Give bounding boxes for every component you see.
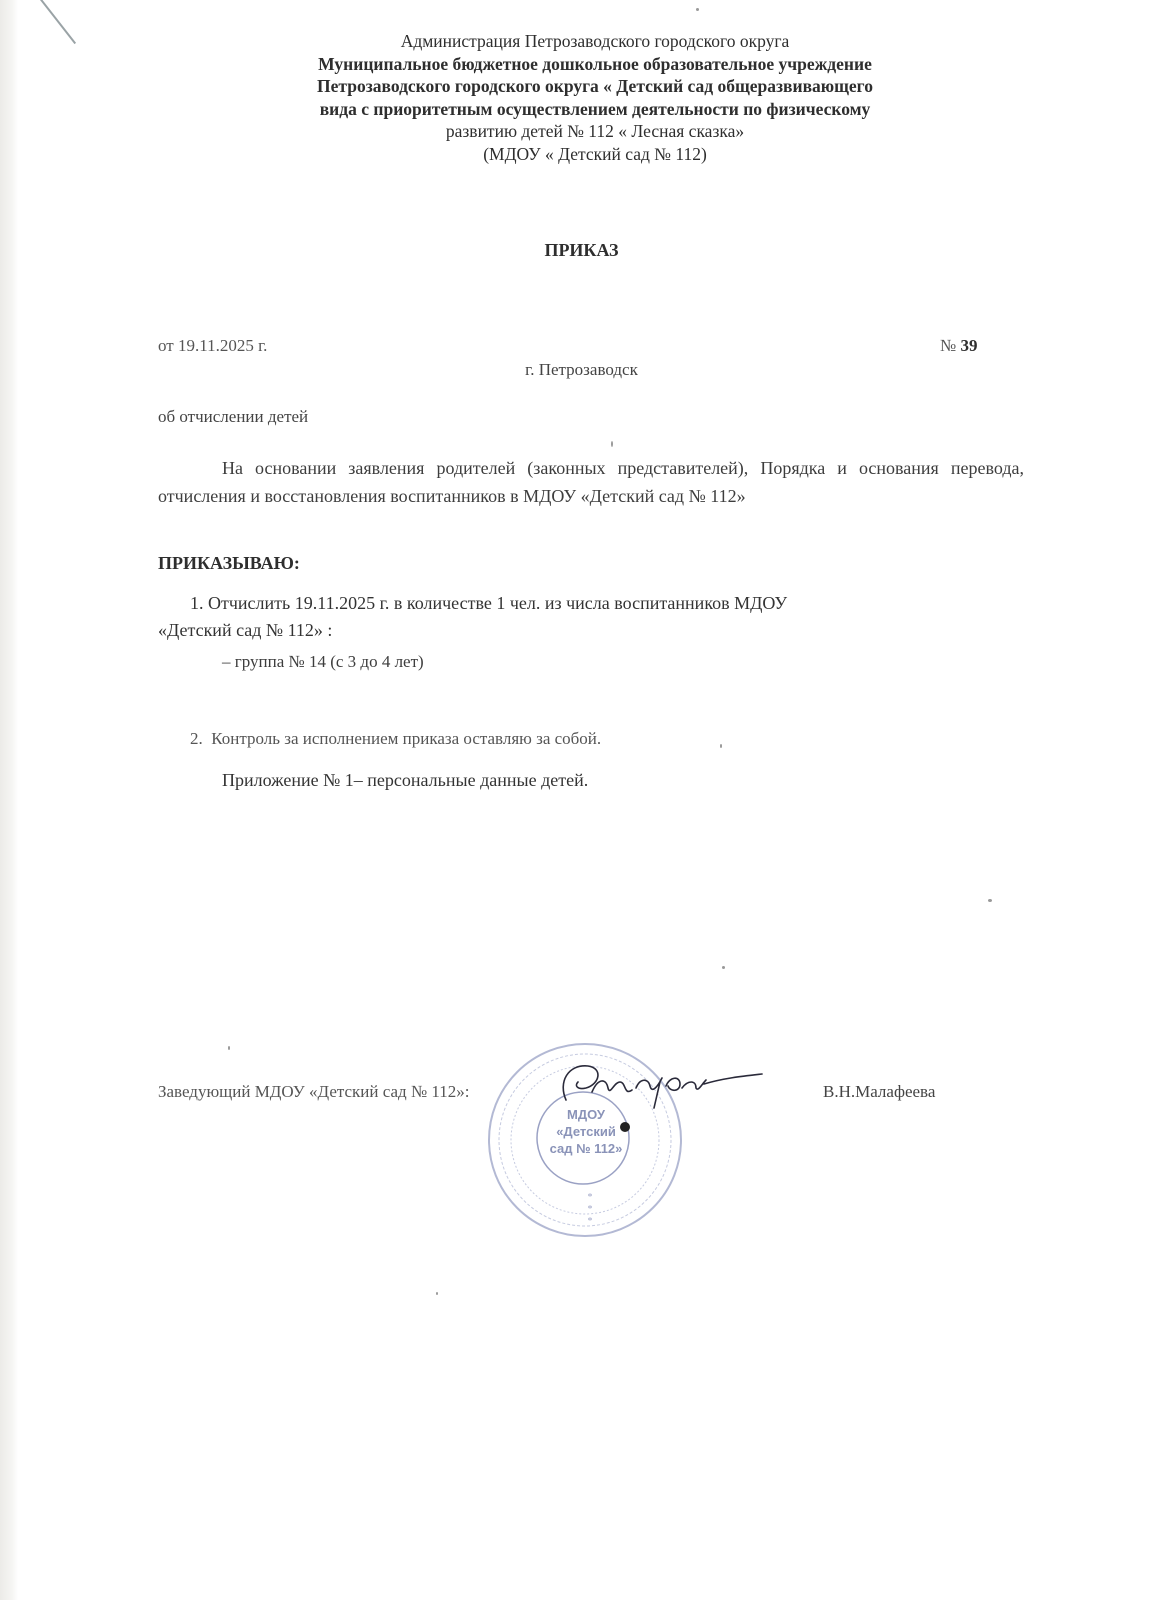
- order-item-2-number: 2.: [190, 729, 203, 748]
- scan-speck: [436, 1292, 438, 1295]
- stamp-line-3: сад № 112»: [549, 1141, 623, 1156]
- order-item-1-group: – группа № 14 (с 3 до 4 лет): [222, 652, 424, 671]
- header-administration: Администрация Петрозаводского городского округа: [400, 31, 790, 51]
- order-subject: об отчислении детей: [158, 407, 309, 426]
- document-title: ПРИКАЗ: [544, 240, 619, 260]
- svg-text:*: *: [587, 1192, 593, 1203]
- stamp-line-2: «Детский: [556, 1124, 616, 1139]
- header-institution-line1: Муниципальное бюджетное дошкольное образовательное учреждение: [318, 53, 872, 74]
- header-institution-line2: Петрозаводского городского округа « Детский сад общеразвивающего: [317, 76, 873, 96]
- order-basis-paragraph: На основании заявления родителей (законных представителей), Порядка и основания перевода, отчисления и восстановления воспитанников в МДОУ «Детский сад № 112»: [158, 458, 1024, 506]
- order-item-2: [190, 729, 601, 749]
- header-institution-line3: вида с приоритетным осуществлением деятельности по физическому: [319, 98, 871, 119]
- order-item-1-number: 1.: [190, 593, 204, 613]
- order-item-1: [158, 590, 1024, 644]
- scan-speck: [228, 1046, 230, 1050]
- scan-artifact-line: [40, 0, 76, 44]
- svg-text:*: *: [587, 1216, 593, 1227]
- appendix-note: Приложение № 1– персональные данные детей.: [222, 770, 589, 790]
- document-header: [200, 30, 990, 165]
- scan-speck: [696, 8, 699, 11]
- svg-text:*: *: [587, 1204, 593, 1215]
- order-directive-heading: ПРИКАЗЫВАЮ:: [158, 553, 300, 573]
- stamp-line-1: МДОУ: [567, 1107, 605, 1122]
- stamp-inner-text: [545, 1106, 627, 1157]
- order-number-prefix: №: [940, 336, 957, 355]
- order-city: г. Петрозаводск: [525, 360, 638, 379]
- header-institution-line4: развитию детей № 112 « Лесная сказка»: [445, 121, 745, 141]
- scan-speck: [988, 899, 992, 902]
- order-item-2-text: Контроль за исполнением приказа оставляю за собой.: [211, 729, 602, 748]
- order-item-1-line-a: [158, 590, 1024, 617]
- order-date: от 19.11.2025 г.: [158, 336, 268, 355]
- order-item-1-text: Отчислить 19.11.2025 г. в количестве 1 чел. из числа воспитанников МДОУ: [208, 593, 788, 613]
- signatory-name: В.Н.Малафеева: [823, 1082, 936, 1101]
- header-short-name: (МДОУ « Детский сад № 112): [483, 143, 707, 164]
- signatory-role: Заведующий МДОУ «Детский сад № 112»:: [158, 1082, 470, 1101]
- scan-speck: [720, 744, 722, 748]
- order-number: [940, 336, 977, 356]
- scan-speck: [611, 441, 613, 447]
- handwritten-signature-icon: [548, 1052, 768, 1112]
- order-number-value: 39: [960, 336, 978, 355]
- order-item-1-line-b: «Детский сад № 112» :: [158, 620, 333, 640]
- scan-speck: [722, 966, 725, 969]
